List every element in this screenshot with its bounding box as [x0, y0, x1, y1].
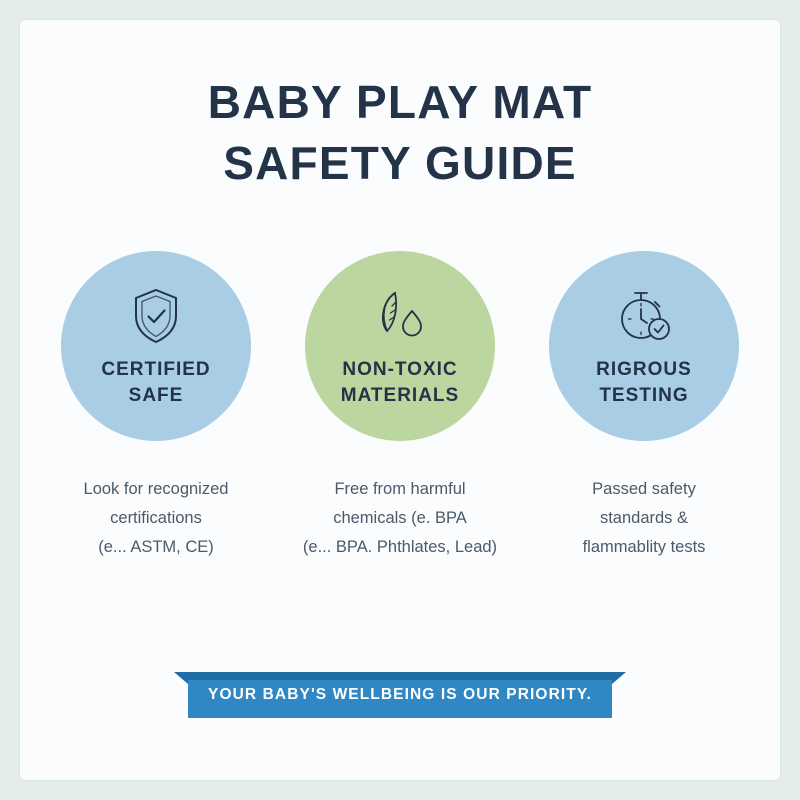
shield-check-icon [131, 283, 181, 349]
page-title-line-1: BABY PLAY MAT [207, 76, 593, 128]
leaf-droplet-icon [371, 283, 429, 349]
feature-desc-line-3: flammablity tests [582, 538, 706, 557]
feature-desc-certified-safe [44, 475, 269, 562]
feature-desc-line-1: Look for recognized [83, 480, 229, 499]
feature-label-line-1: CERTIFIED [101, 359, 211, 381]
feature-desc-line-3: (e... ASTM, CE) [98, 538, 214, 557]
feature-circle-rigorous-testing [549, 251, 739, 441]
feature-label-line-2: TESTING [599, 385, 689, 407]
feature-desc-line-2: certifications [110, 509, 202, 528]
feature-desc-line-2: standards & [599, 509, 689, 528]
feature-circle-certified-safe [61, 251, 251, 441]
banner-text: YOUR BABY'S WELLBEING IS OUR PRIORITY. [208, 686, 592, 703]
page-title [80, 72, 720, 193]
feature-circle-non-toxic-materials [305, 251, 495, 441]
feature-label-line-1: NON-TOXIC [342, 359, 458, 381]
poster-card [20, 20, 780, 780]
feature-desc-line-3: (e... BPA. Phthlates, Lead) [302, 538, 498, 557]
feature-cards [40, 251, 760, 562]
feature-desc-rigorous-testing [532, 475, 757, 562]
feature-label-line-2: MATERIALS [340, 385, 460, 407]
footer-banner [160, 672, 640, 718]
feature-desc-line-1: Passed safety [592, 480, 696, 499]
feature-label-certified-safe [91, 357, 220, 409]
page-title-line-2: SAFETY GUIDE [223, 136, 577, 189]
feature-desc-line-1: Free from harmful [334, 480, 466, 499]
feature-card-non-toxic-materials [284, 251, 516, 562]
feature-desc-line-2: chemicals (e. BPA [333, 509, 467, 528]
feature-label-rigorous-testing [586, 357, 702, 409]
feature-desc-non-toxic-materials [288, 475, 513, 562]
feature-card-rigorous-testing [528, 251, 760, 562]
feature-label-line-1: RIGROUS [596, 359, 692, 381]
stopwatch-check-icon [615, 283, 673, 349]
feature-label-non-toxic-materials [331, 357, 469, 409]
feature-label-line-2: SAFE [128, 385, 184, 407]
feature-card-certified-safe [40, 251, 272, 562]
